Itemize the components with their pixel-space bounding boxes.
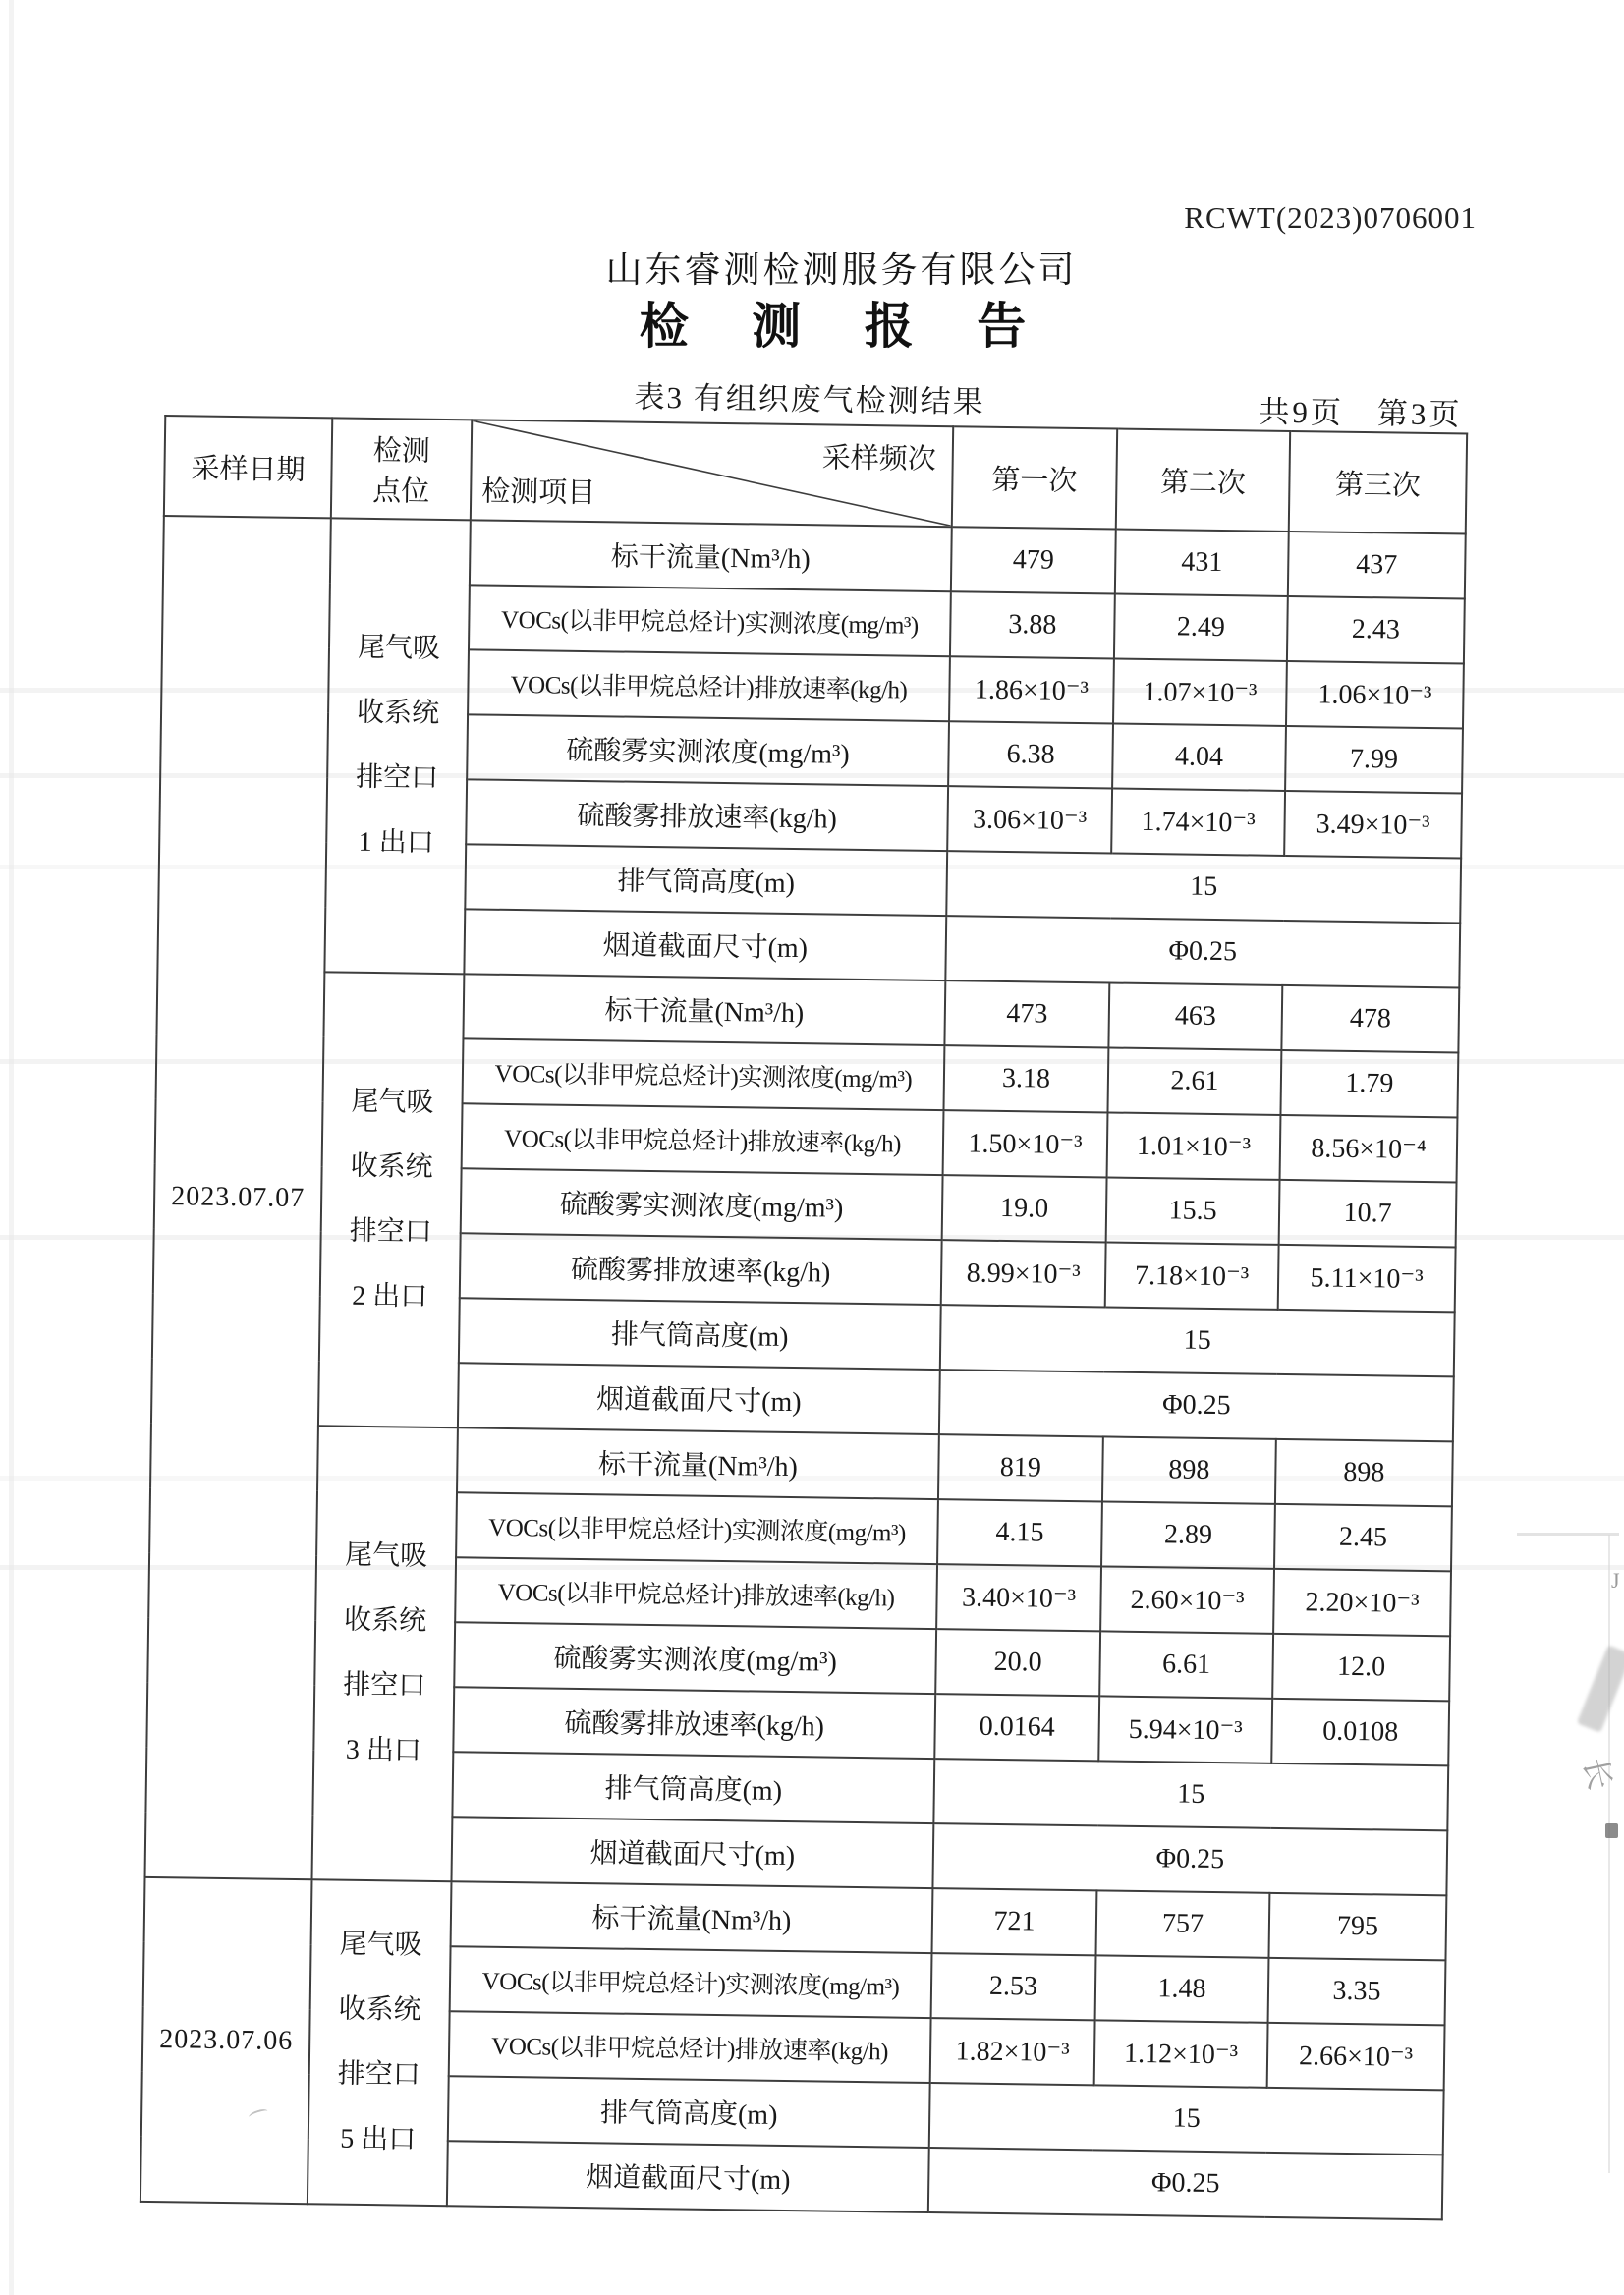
value-cell: 1.07×10⁻³ bbox=[1113, 659, 1287, 726]
merged-value-cell: Φ0.25 bbox=[945, 916, 1460, 987]
merged-value-cell: 15 bbox=[929, 2083, 1444, 2155]
value-cell: 20.0 bbox=[935, 1629, 1100, 1696]
merged-value-cell: Φ0.25 bbox=[932, 1823, 1447, 1895]
scan-artifact: 长 bbox=[1577, 1755, 1618, 1793]
value-cell: 5.94×10⁻³ bbox=[1098, 1696, 1272, 1763]
scan-artifact bbox=[1517, 1533, 1619, 1536]
value-cell: 0.0108 bbox=[1271, 1699, 1449, 1766]
item-label: 烟道截面尺寸(m) bbox=[447, 2141, 929, 2212]
point-line: 尾气吸 bbox=[344, 1539, 428, 1572]
value-cell: 437 bbox=[1288, 532, 1466, 599]
value-cell: 1.48 bbox=[1095, 1955, 1269, 2022]
item-label: 硫酸雾实测浓度(mg/m³) bbox=[454, 1622, 936, 1694]
value-cell: 431 bbox=[1115, 530, 1289, 596]
value-cell: 757 bbox=[1095, 1890, 1269, 1957]
point-cell bbox=[308, 1879, 452, 2206]
value-cell: 2.53 bbox=[931, 1953, 1096, 2020]
value-cell: 795 bbox=[1268, 1893, 1446, 1961]
item-label: 排气筒高度(m) bbox=[459, 1298, 941, 1370]
item-label: 排气筒高度(m) bbox=[452, 1752, 934, 1823]
item-label: 排气筒高度(m) bbox=[465, 844, 947, 916]
report-number: RCWT(2023)0706001 bbox=[1184, 200, 1477, 235]
value-cell: 721 bbox=[932, 1888, 1097, 1955]
item-label: 硫酸雾实测浓度(mg/m³) bbox=[467, 714, 949, 786]
value-cell: 898 bbox=[1275, 1439, 1453, 1507]
value-cell: 1.01×10⁻³ bbox=[1107, 1112, 1281, 1179]
company-name: 山东睿测检测服务有限公司 bbox=[605, 251, 1078, 291]
item-label: VOCs(以非甲烷总烃计)实测浓度(mg/m³) bbox=[469, 585, 951, 656]
table-sheet bbox=[140, 365, 1467, 2220]
value-cell: 898 bbox=[1102, 1436, 1276, 1503]
item-label: VOCs(以非甲烷总烃计)实测浓度(mg/m³) bbox=[450, 1946, 932, 2018]
point-cell bbox=[318, 972, 464, 1427]
item-label: 标干流量(Nm³/h) bbox=[457, 1427, 939, 1499]
item-label: 硫酸雾排放速率(kg/h) bbox=[460, 1233, 942, 1305]
item-label: 标干流量(Nm³/h) bbox=[463, 974, 945, 1045]
header-run3: 第三次 bbox=[1289, 431, 1467, 534]
header-run2: 第二次 bbox=[1116, 429, 1290, 532]
value-cell: 3.06×10⁻³ bbox=[947, 786, 1112, 853]
table-caption: 表3 有组织废气检测结果 bbox=[634, 379, 985, 420]
header-item-label: 检测项目 bbox=[481, 476, 596, 510]
value-cell: 2.60×10⁻³ bbox=[1100, 1566, 1274, 1633]
merged-value-cell: 15 bbox=[946, 851, 1461, 923]
value-cell: 3.88 bbox=[950, 591, 1115, 658]
item-label: 硫酸雾排放速率(kg/h) bbox=[453, 1687, 935, 1759]
value-cell: 1.12×10⁻³ bbox=[1094, 2020, 1268, 2087]
scan-artifact bbox=[1608, 1535, 1610, 2173]
scan-artifact bbox=[1577, 1645, 1624, 1732]
item-label: VOCs(以非甲烷总烃计)实测浓度(mg/m³) bbox=[463, 1038, 945, 1110]
value-cell: 1.79 bbox=[1280, 1050, 1458, 1118]
value-cell: 1.06×10⁻³ bbox=[1286, 661, 1464, 729]
point-line: 收系统 bbox=[350, 1150, 433, 1183]
header-point-line: 点位 bbox=[371, 475, 430, 508]
value-cell: 2.61 bbox=[1107, 1047, 1281, 1114]
point-cell bbox=[324, 518, 470, 974]
sampling-date-cell: 2023.07.07 bbox=[145, 516, 331, 1879]
header-date-cell: 采样日期 bbox=[164, 416, 332, 518]
value-cell: 819 bbox=[938, 1434, 1103, 1501]
value-cell: 7.18×10⁻³ bbox=[1105, 1242, 1279, 1309]
value-cell: 3.18 bbox=[943, 1045, 1108, 1112]
value-cell: 1.86×10⁻³ bbox=[949, 656, 1114, 723]
point-line: 收系统 bbox=[338, 1993, 421, 2026]
value-cell: 3.40×10⁻³ bbox=[936, 1564, 1101, 1631]
point-line: 2 出口 bbox=[352, 1280, 428, 1313]
table-header-row bbox=[164, 416, 1467, 533]
report-title: 检 测 报 告 bbox=[639, 299, 1052, 354]
merged-value-cell: 15 bbox=[940, 1305, 1455, 1376]
value-cell: 1.82×10⁻³ bbox=[930, 2018, 1095, 2085]
header-run1: 第一次 bbox=[952, 426, 1117, 529]
merged-value-cell: Φ0.25 bbox=[939, 1370, 1454, 1441]
point-line: 尾气吸 bbox=[351, 1086, 434, 1118]
value-cell: 19.0 bbox=[942, 1175, 1107, 1242]
value-cell: 2.49 bbox=[1114, 594, 1288, 661]
point-line: 收系统 bbox=[343, 1604, 427, 1637]
item-label: 硫酸雾排放速率(kg/h) bbox=[466, 779, 948, 851]
point-cell bbox=[311, 1426, 457, 1881]
value-cell: 4.15 bbox=[937, 1499, 1102, 1566]
scan-edge-band bbox=[9, 0, 14, 2295]
sampling-date-cell: 2023.07.06 bbox=[140, 1877, 312, 2204]
value-cell: 10.7 bbox=[1279, 1180, 1457, 1248]
value-cell: 8.99×10⁻³ bbox=[941, 1240, 1106, 1307]
value-cell: 2.20×10⁻³ bbox=[1273, 1569, 1451, 1637]
item-label: 排气筒高度(m) bbox=[448, 2076, 930, 2148]
page-indicator: 共9页 第3页 bbox=[1259, 394, 1463, 432]
value-cell: 3.35 bbox=[1268, 1958, 1446, 2026]
point-line: 尾气吸 bbox=[357, 632, 441, 664]
value-cell: 2.66×10⁻³ bbox=[1267, 2023, 1445, 2091]
item-label: 烟道截面尺寸(m) bbox=[464, 909, 946, 980]
point-line: 尾气吸 bbox=[339, 1929, 422, 1961]
merged-value-cell: 15 bbox=[933, 1759, 1448, 1830]
item-label: VOCs(以非甲烷总烃计)实测浓度(mg/m³) bbox=[456, 1492, 938, 1564]
value-cell: 478 bbox=[1281, 985, 1459, 1053]
item-label: VOCs(以非甲烷总烃计)排放速率(kg/h) bbox=[462, 1103, 944, 1175]
value-cell: 3.49×10⁻³ bbox=[1284, 791, 1462, 859]
scan-artifact: J bbox=[1611, 1568, 1620, 1593]
point-line: 排空口 bbox=[343, 1669, 426, 1702]
value-cell: 479 bbox=[951, 527, 1116, 593]
scan-artifact bbox=[1605, 1823, 1618, 1838]
results-table bbox=[140, 415, 1468, 2220]
point-line: 3 出口 bbox=[345, 1734, 422, 1766]
value-cell: 4.04 bbox=[1112, 724, 1286, 791]
point-line: 排空口 bbox=[355, 761, 439, 794]
value-cell: 7.99 bbox=[1285, 726, 1463, 794]
item-label: VOCs(以非甲烷总烃计)排放速率(kg/h) bbox=[449, 2011, 931, 2083]
value-cell: 8.56×10⁻⁴ bbox=[1280, 1115, 1458, 1183]
value-cell: 6.61 bbox=[1099, 1631, 1273, 1698]
item-label: 标干流量(Nm³/h) bbox=[470, 520, 952, 591]
value-cell: 1.74×10⁻³ bbox=[1111, 789, 1285, 856]
header-point-line: 检测 bbox=[372, 434, 431, 468]
value-cell: 5.11×10⁻³ bbox=[1278, 1245, 1456, 1313]
value-cell: 15.5 bbox=[1106, 1177, 1280, 1244]
value-cell: 0.0164 bbox=[934, 1694, 1099, 1761]
item-label: VOCs(以非甲烷总烃计)排放速率(kg/h) bbox=[468, 649, 950, 721]
value-cell: 473 bbox=[944, 980, 1109, 1047]
item-label: 烟道截面尺寸(m) bbox=[451, 1817, 933, 1888]
point-line: 排空口 bbox=[337, 2058, 420, 2091]
point-line: 收系统 bbox=[356, 697, 440, 729]
item-label: 烟道截面尺寸(m) bbox=[458, 1363, 940, 1434]
value-cell: 1.50×10⁻³ bbox=[943, 1110, 1108, 1177]
header-diagonal-cell bbox=[471, 420, 953, 527]
value-cell: 12.0 bbox=[1272, 1634, 1450, 1702]
point-line: 排空口 bbox=[349, 1215, 432, 1248]
point-line: 1 出口 bbox=[358, 826, 434, 859]
item-label: 标干流量(Nm³/h) bbox=[451, 1881, 933, 1953]
value-cell: 2.89 bbox=[1101, 1501, 1275, 1568]
value-cell: 463 bbox=[1108, 982, 1282, 1049]
value-cell: 2.45 bbox=[1274, 1504, 1452, 1572]
item-label: 硫酸雾实测浓度(mg/m³) bbox=[461, 1168, 943, 1240]
value-cell: 2.43 bbox=[1287, 596, 1465, 664]
item-label: VOCs(以非甲烷总烃计)排放速率(kg/h) bbox=[455, 1557, 937, 1629]
merged-value-cell: Φ0.25 bbox=[928, 2148, 1443, 2219]
header-frequency-label: 采样频次 bbox=[821, 442, 936, 476]
value-cell: 6.38 bbox=[948, 721, 1113, 788]
header-point-cell bbox=[331, 418, 472, 520]
point-line: 5 出口 bbox=[340, 2123, 417, 2155]
